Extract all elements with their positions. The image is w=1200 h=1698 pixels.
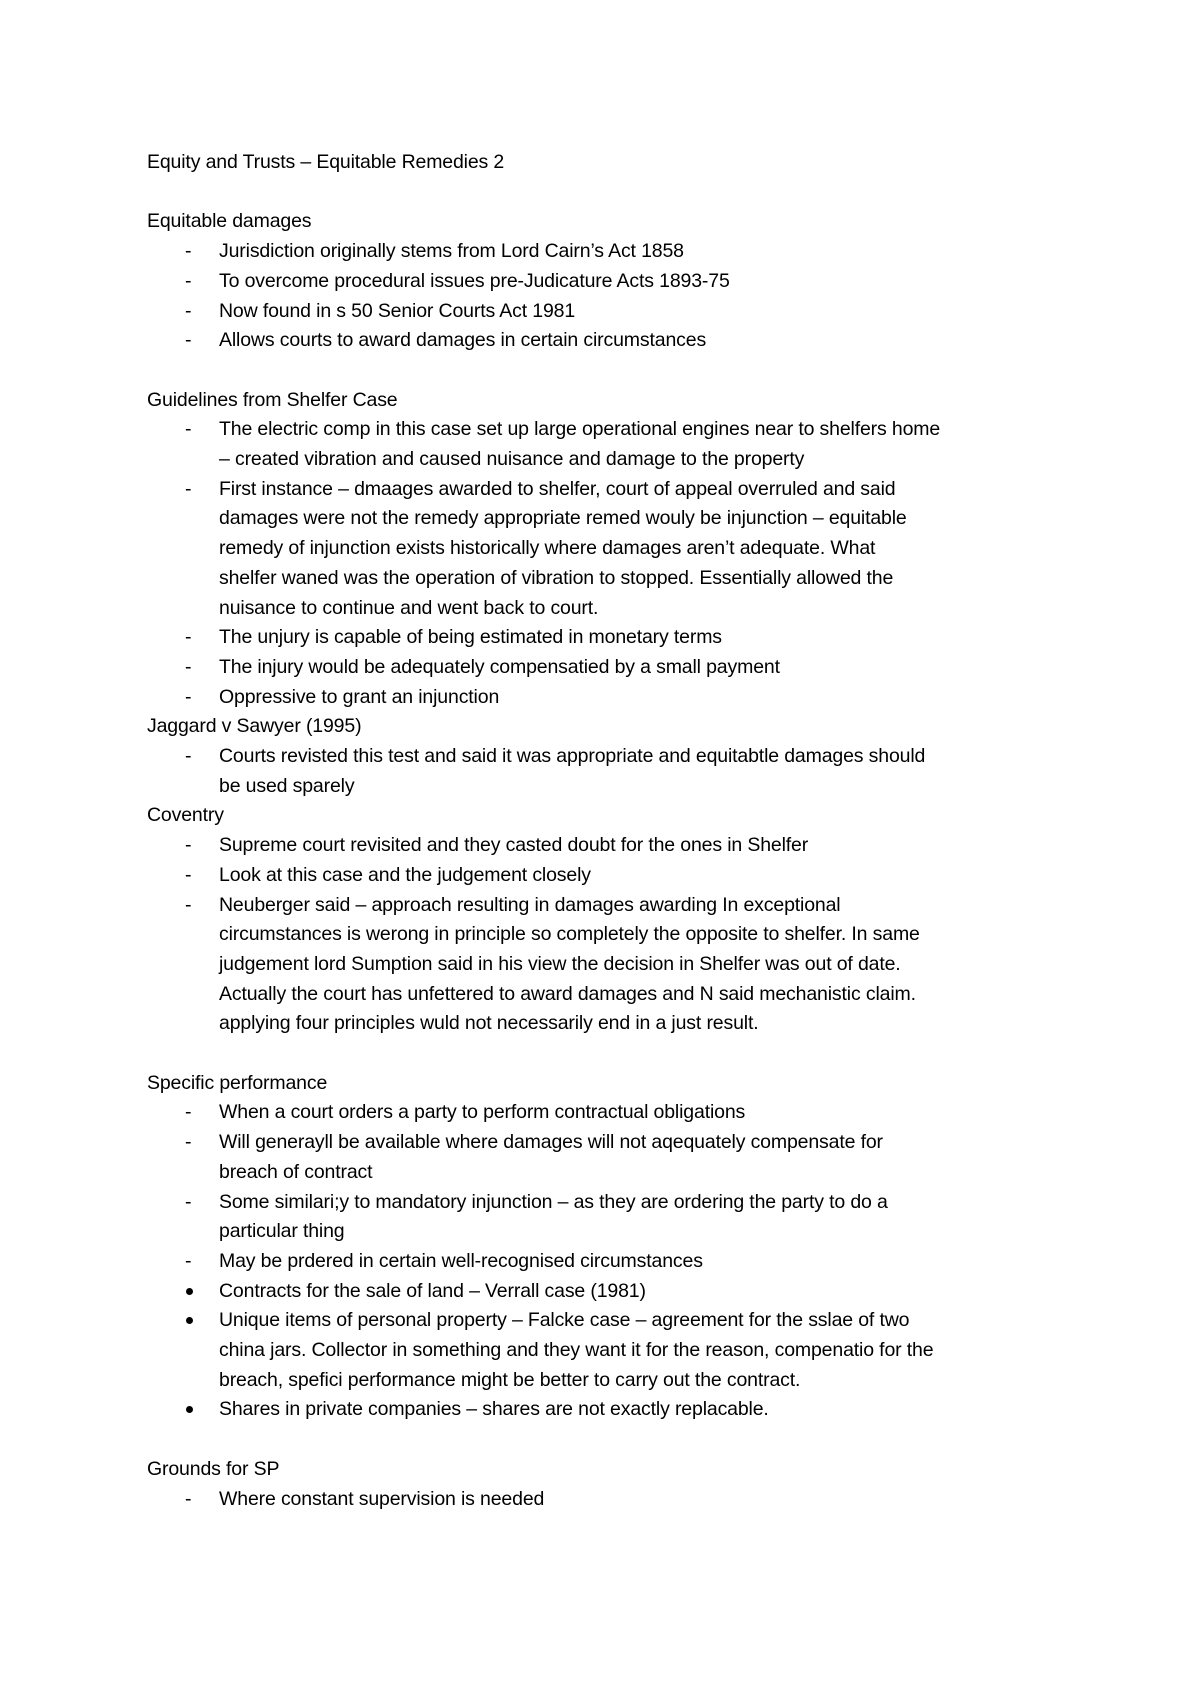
list-item-text-line: shelfer waned was the operation of vibration to stopped. Essentially allowed the xyxy=(219,566,894,589)
list-item xyxy=(147,1277,1067,1307)
dash-marker: - xyxy=(185,1190,192,1213)
document-title: Equity and Trusts – Equitable Remedies 2 xyxy=(147,151,505,173)
list-item xyxy=(147,831,1067,861)
list-item-text: Where constant supervision is needed xyxy=(219,1487,545,1510)
section-heading: Jaggard v Sawyer (1995) xyxy=(147,715,362,738)
list-item-text: Shares in private companies – shares are not exactly replacable. xyxy=(219,1398,769,1421)
dash-marker: - xyxy=(185,1101,192,1124)
section-list xyxy=(147,1485,1067,1515)
list-item xyxy=(147,1188,1067,1247)
dash-marker: - xyxy=(185,863,192,886)
section-list xyxy=(147,237,1067,356)
list-item xyxy=(147,683,1067,713)
list-item xyxy=(147,1306,1067,1395)
section-list xyxy=(147,742,1067,801)
list-item xyxy=(147,1395,1067,1425)
list-item-text: Jurisdiction originally stems from Lord Cairn’s Act 1858 xyxy=(219,240,684,263)
section-heading: Specific performance xyxy=(147,1071,328,1094)
list-item xyxy=(147,237,1067,267)
dash-marker: - xyxy=(185,626,192,649)
section-heading: Coventry xyxy=(147,804,224,827)
list-item xyxy=(147,267,1067,297)
list-item-text: May be prdered in certain well-recognised circumstances xyxy=(219,1249,703,1272)
section-list xyxy=(147,1098,1067,1425)
list-item-text-line: breach of contract xyxy=(219,1160,373,1183)
list-item-text-line: be used sparely xyxy=(219,774,355,797)
list-item xyxy=(147,1128,1067,1187)
dash-marker: - xyxy=(185,418,192,441)
list-item xyxy=(147,475,1067,624)
dash-marker: - xyxy=(185,329,192,352)
list-item-text-line: judgement lord Sumption said in his view the decision in Shelfer was out of date. xyxy=(219,952,901,975)
section-list xyxy=(147,831,1067,1039)
list-item-text-line: nuisance to continue and went back to court. xyxy=(219,596,599,619)
list-item xyxy=(147,415,1067,474)
section-heading: Equitable damages xyxy=(147,210,312,233)
list-item-text-line: Some similari;y to mandatory injunction – as they are ordering the party to do a xyxy=(219,1190,888,1213)
list-item-text: To overcome procedural issues pre-Judicature Acts 1893-75 xyxy=(219,269,730,292)
list-item-text: When a court orders a party to perform contractual obligations xyxy=(219,1101,746,1124)
dash-marker: - xyxy=(185,299,192,322)
list-item-text: Now found in s 50 Senior Courts Act 1981 xyxy=(219,299,576,322)
spacer xyxy=(147,356,1067,386)
dash-marker: - xyxy=(185,269,192,292)
list-item-text: Oppressive to grant an injunction xyxy=(219,685,500,708)
list-item xyxy=(147,861,1067,891)
list-item-text-line: remedy of injunction exists historically where damages aren’t adequate. What xyxy=(219,537,876,560)
list-item xyxy=(147,742,1067,801)
dash-marker: - xyxy=(185,1487,192,1510)
spacer xyxy=(147,1039,1067,1069)
list-item xyxy=(147,1247,1067,1277)
spacer xyxy=(147,178,1067,208)
list-item-text-line: damages were not the remedy appropriate remed wouly be injunction – equitable xyxy=(219,507,907,530)
dash-marker: - xyxy=(185,685,192,708)
list-item-text-line: china jars. Collector in something and they want it for the reason, compenatio for the xyxy=(219,1339,934,1362)
list-item-text-line: Unique items of personal property – Falcke case – agreement for the sslae of two xyxy=(219,1309,910,1332)
list-item xyxy=(147,297,1067,327)
list-item xyxy=(147,653,1067,683)
list-item-text-line: – created vibration and caused nuisance and damage to the property xyxy=(219,448,805,470)
dash-marker: - xyxy=(185,893,192,916)
list-item-text-line: circumstances is werong in principle so completely the opposite to shelfer. In same xyxy=(219,923,920,946)
list-item-text-line: applying four principles wuld not necessarily end in a just result. xyxy=(219,1012,759,1035)
document-body xyxy=(147,148,1067,1514)
dash-marker: - xyxy=(185,477,192,500)
dash-marker: - xyxy=(185,745,192,768)
list-item-text: Allows courts to award damages in certain circumstances xyxy=(219,329,707,352)
section-heading: Guidelines from Shelfer Case xyxy=(147,388,398,411)
dash-marker: - xyxy=(185,1249,192,1272)
list-item-text-line: particular thing xyxy=(219,1220,345,1243)
list-item xyxy=(147,891,1067,1040)
sections xyxy=(147,207,1067,1514)
list-item-text-line: Will generayll be available where damages will not aqequately compensate for xyxy=(219,1131,883,1154)
list-item-text: The injury would be adequately compensatied by a small payment xyxy=(219,655,780,678)
spacer xyxy=(147,1425,1067,1455)
dash-marker: - xyxy=(185,240,192,263)
list-item-text-line: First instance – dmaages awarded to shelfer, court of appeal overruled and said xyxy=(219,477,896,500)
list-item-text: Supreme court revisited and they casted doubt for the ones in Shelfer xyxy=(219,834,809,857)
list-item-text: Look at this case and the judgement closely xyxy=(219,863,591,886)
list-item xyxy=(147,1098,1067,1128)
list-item xyxy=(147,326,1067,356)
list-item-text-line: breach, spefici performance might be better to carry out the contract. xyxy=(219,1368,801,1391)
list-item-text: Contracts for the sale of land – Verrall case (1981) xyxy=(219,1279,646,1302)
dash-marker: - xyxy=(185,834,192,857)
dash-marker: - xyxy=(185,1131,192,1154)
section-heading: Grounds for SP xyxy=(147,1457,280,1480)
list-item xyxy=(147,1485,1067,1515)
list-item xyxy=(147,623,1067,653)
list-item-text: The unjury is capable of being estimated in monetary terms xyxy=(219,626,722,649)
list-item-text-line: Neuberger said – approach resulting in damages awarding In exceptional xyxy=(219,893,841,916)
section-list xyxy=(147,415,1067,712)
list-item-text-line: Courts revisted this test and said it was appropriate and equitabtle damages should xyxy=(219,745,926,768)
list-item-text-line: Actually the court has unfettered to award damages and N said mechanistic claim. xyxy=(219,982,916,1005)
list-item-text-line: The electric comp in this case set up large operational engines near to shelfers home xyxy=(219,418,941,441)
dash-marker: - xyxy=(185,655,192,678)
